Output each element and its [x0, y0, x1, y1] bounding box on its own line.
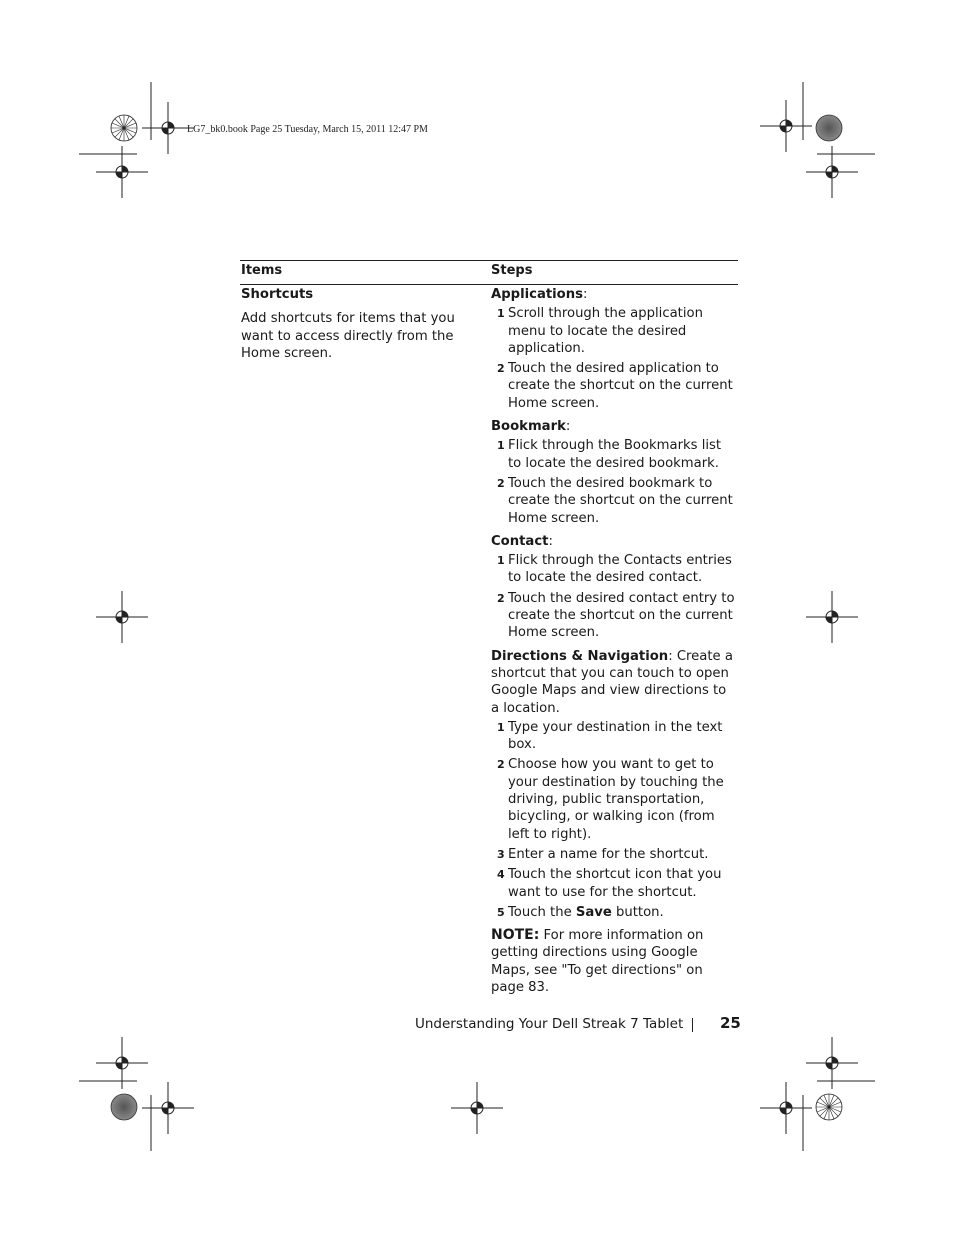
table-header-rule: [240, 284, 738, 285]
note: NOTE: For more information on getting directions using Google Maps, see "To get directions" on page 83.: [491, 927, 704, 995]
footer-title: Understanding Your Dell Streak 7 Tablet: [415, 1016, 684, 1032]
steps-column: [491, 286, 738, 998]
list-item: 1 Scroll through the application menu to locate the desired application.: [497, 306, 703, 356]
item-description: Add shortcuts for items that you want to access directly from the Home screen.: [241, 311, 455, 361]
contact-title: Contact:: [491, 533, 553, 549]
page-number: 25: [720, 1014, 741, 1032]
list-item: 2 Touch the desired bookmark to create the shortcut on the current Home screen.: [497, 475, 733, 526]
contact-section: [491, 533, 738, 642]
applications-title: Applications:: [491, 287, 588, 302]
items-column: [241, 286, 486, 362]
list-item: 3 Enter a name for the shortcut.: [497, 846, 709, 862]
list-item: 5 Touch the Save button.: [497, 904, 664, 920]
directions-steps: [491, 719, 738, 921]
column-header-steps: Steps: [491, 263, 533, 278]
item-title: Shortcuts: [241, 287, 314, 302]
applications-steps: [491, 305, 738, 412]
bookmark-section: [491, 418, 738, 527]
bookmark-steps: [491, 437, 738, 526]
list-item: 2 Touch the desired application to create the shortcut on the current Home screen.: [497, 361, 733, 411]
directions-intro: Directions & Navigation: Create a shortcut that you can touch to open Google Maps and view directions to a location.: [491, 648, 733, 716]
print-header: LG7_bk0.book Page 25 Tuesday, March 15, 2011 12:47 PM: [187, 124, 428, 135]
list-item: 2 Choose how you want to get to your destination by touching the driving, public transportation, bicycling, or walking icon (from left to right).: [497, 757, 724, 842]
list-item: 1 Type your destination in the text box.: [497, 719, 723, 753]
table-top-rule: [240, 260, 738, 261]
applications-section: [491, 286, 738, 412]
footer-separator: [692, 1018, 693, 1032]
directions-section: [491, 648, 738, 921]
list-item: 1 Flick through the Contacts entries to locate the desired contact.: [497, 553, 732, 586]
bookmark-title: Bookmark:: [491, 419, 571, 435]
list-item: 4 Touch the shortcut icon that you want to use for the shortcut.: [497, 867, 722, 900]
column-header-items: Items: [241, 263, 283, 278]
list-item: 1 Flick through the Bookmarks list to locate the desired bookmark.: [497, 438, 722, 471]
contact-steps: [491, 552, 738, 641]
list-item: 2 Touch the desired contact entry to create the shortcut on the current Home screen.: [497, 590, 735, 641]
